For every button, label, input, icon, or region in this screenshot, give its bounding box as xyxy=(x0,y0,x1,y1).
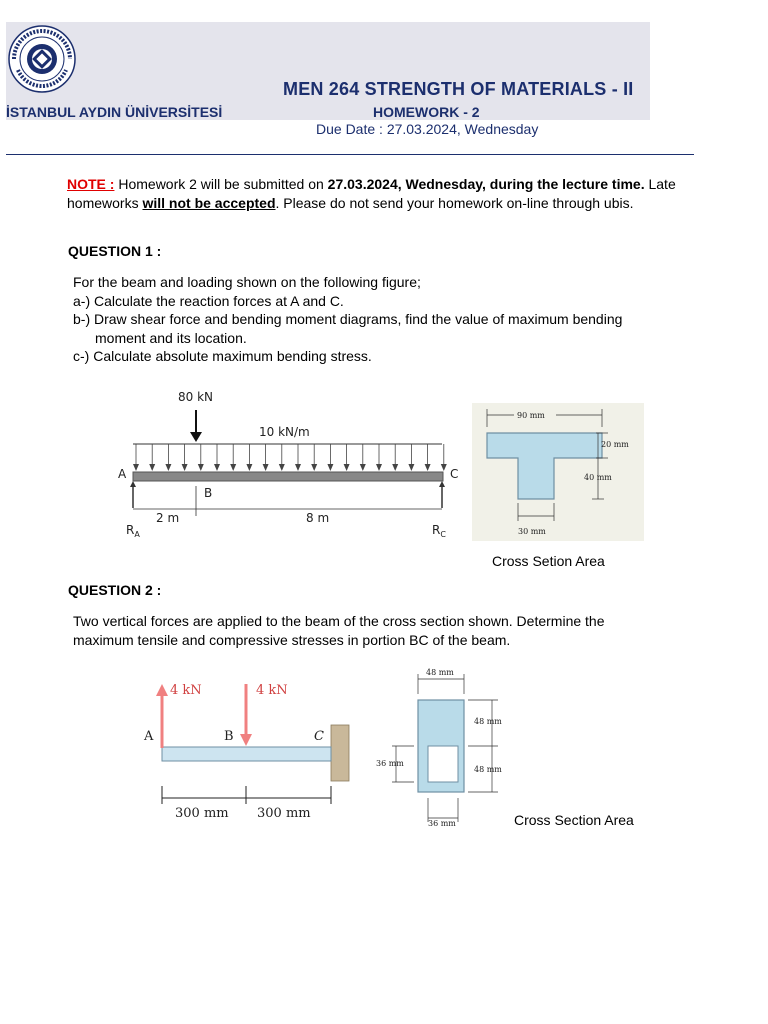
udl-arrowhead xyxy=(425,464,431,471)
span-bc-label: 8 m xyxy=(306,511,330,525)
question-2-heading: QUESTION 2 : xyxy=(68,582,162,598)
span2-bc-label: 300 mm xyxy=(257,806,311,821)
udl-arrowhead xyxy=(344,464,350,471)
wall-support xyxy=(331,725,349,781)
note-text: Late homeworks xyxy=(67,176,676,211)
question-1-item-b-cont: moment and its location. xyxy=(95,329,247,346)
force-a-label: 4 kN xyxy=(170,683,202,698)
homework-title: HOMEWORK - 2 xyxy=(373,104,480,120)
section-hole-height-label: 36 mm xyxy=(376,759,404,768)
reaction-c-arrowhead xyxy=(439,481,445,487)
question-1-item-a: a-) Calculate the reaction forces at A and C. xyxy=(73,292,344,309)
udl-arrowhead xyxy=(263,464,269,471)
header-divider xyxy=(6,154,694,155)
beam-label-a: A xyxy=(118,467,127,481)
section-hole xyxy=(428,746,458,782)
span2-ab-label: 300 mm xyxy=(175,806,229,821)
reaction-a-label: $R_A$ xyxy=(126,523,140,539)
beam2-label-b: B xyxy=(224,729,234,744)
note-deadline: 27.03.2024, Wednesday, during the lecture time. xyxy=(327,176,645,192)
distributed-load-label: 10 kN/m xyxy=(259,425,310,439)
udl-arrowhead xyxy=(246,464,252,471)
cs-web-width-label: 30 mm xyxy=(518,527,546,536)
question-2-body xyxy=(73,612,693,649)
force-b-label: 4 kN xyxy=(256,683,288,698)
section-top-width-label: 48 mm xyxy=(426,668,454,677)
university-name: İSTANBUL AYDIN ÜNİVERSİTESİ xyxy=(6,104,223,120)
udl-arrowhead xyxy=(376,464,382,471)
udl-arrowhead xyxy=(149,464,155,471)
udl-arrowhead xyxy=(198,464,204,471)
note-text: Homework 2 will be submitted on xyxy=(114,176,328,192)
point-load-arrowhead xyxy=(190,432,202,442)
beam2-label-c: C xyxy=(314,729,324,744)
udl-arrowhead xyxy=(230,464,236,471)
beam-label-c: C xyxy=(450,467,459,481)
question-1-item-b: b-) Draw shear force and bending moment diagrams, find the value of maximum bending xyxy=(73,311,623,328)
note-warning: will not be accepted xyxy=(142,194,276,211)
udl-arrowhead xyxy=(295,464,301,471)
udl-arrowhead xyxy=(279,464,285,471)
force-b-arrowhead xyxy=(240,734,252,746)
section-hole-width-label: 36 mm xyxy=(428,819,456,828)
udl-arrowhead xyxy=(327,464,333,471)
udl-arrowhead xyxy=(408,464,414,471)
udl-arrowhead xyxy=(360,464,366,471)
question-2-line-1: Two vertical forces are applied to the beam of the cross section shown. Determine the xyxy=(73,613,605,629)
cs-web-height-label: 40 mm xyxy=(584,473,612,482)
beam-label-b: B xyxy=(204,486,213,500)
question-1-body xyxy=(73,273,693,366)
question-2-line-2: maximum tensile and compressive stresses in portion BC of the beam. xyxy=(73,631,511,648)
distributed-load-arrows xyxy=(133,444,447,471)
note-paragraph xyxy=(67,175,687,212)
due-date: Due Date : 27.03.2024, Wednesday xyxy=(316,121,539,137)
note-label: NOTE : xyxy=(67,176,115,192)
question-1-item-c: c-) Calculate absolute maximum bending stress. xyxy=(73,348,372,365)
udl-arrowhead xyxy=(133,464,139,471)
t-section-background xyxy=(472,403,644,541)
figure-2-caption: Cross Section Area xyxy=(514,812,634,828)
cs-width-label: 90 mm xyxy=(517,411,545,420)
beam-ac xyxy=(133,472,443,481)
question-1-intro: For the beam and loading shown on the following figure; xyxy=(73,274,421,290)
beam-abc xyxy=(162,747,331,761)
university-logo xyxy=(8,24,76,94)
point-load-label: 80 kN xyxy=(178,390,214,404)
udl-arrowhead xyxy=(441,464,447,471)
udl-arrowhead xyxy=(165,464,171,471)
beam-figure-2 xyxy=(138,668,363,828)
course-title: MEN 264 STRENGTH OF MATERIALS - II xyxy=(283,79,634,99)
udl-arrowhead xyxy=(214,464,220,471)
section-lower-height-label: 48 mm xyxy=(474,765,502,774)
udl-arrowhead xyxy=(311,464,317,471)
span-ab-label: 2 m xyxy=(156,511,180,525)
section-upper-height-label: 48 mm xyxy=(474,717,502,726)
beam-figure-1 xyxy=(116,386,461,546)
question-1-heading: QUESTION 1 : xyxy=(68,243,162,259)
hollow-section-figure xyxy=(372,662,512,832)
beam2-label-a: A xyxy=(144,729,154,744)
udl-arrowhead xyxy=(182,464,188,471)
udl-arrowhead xyxy=(392,464,398,471)
reaction-a-arrowhead xyxy=(130,481,136,487)
t-section-figure xyxy=(472,403,644,541)
reaction-c-label: $R_C$ xyxy=(432,523,446,539)
cs-flange-label: 20 mm xyxy=(601,440,629,449)
force-a-arrowhead xyxy=(156,684,168,696)
note-text: . Please do not send your homework on-line through ubis. xyxy=(275,194,634,211)
figure-1-caption: Cross Setion Area xyxy=(492,553,605,569)
